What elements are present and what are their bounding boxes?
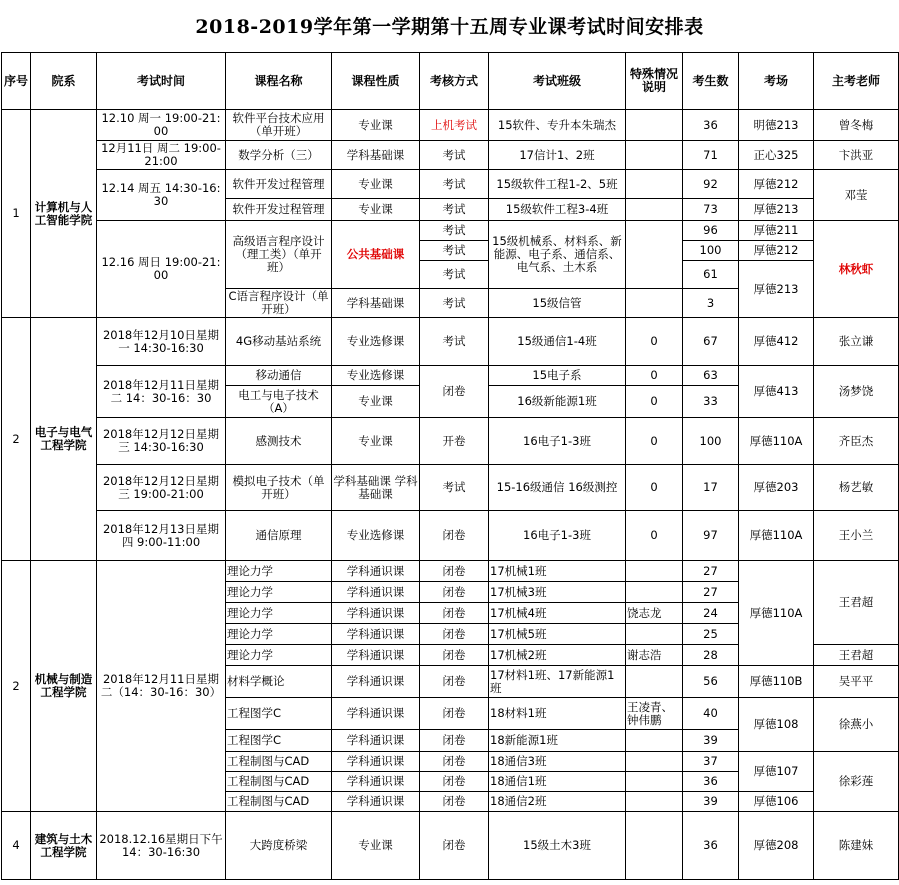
nature-cell: 学科通识课 xyxy=(332,603,420,624)
class-cell: 15级软件工程1-2、5班 xyxy=(489,170,626,199)
class-cell: 17机械5班 xyxy=(489,624,626,645)
special-cell xyxy=(626,141,683,170)
course-cell: 材料学概论 xyxy=(226,666,332,698)
special-cell xyxy=(626,730,683,752)
nature-cell: 专业课 xyxy=(332,170,420,199)
special-cell xyxy=(626,666,683,698)
time-cell: 12.10 周一 19:00-21:00 xyxy=(97,110,226,141)
special-cell xyxy=(626,199,683,221)
count-cell: 61 xyxy=(683,261,739,289)
course-cell: 工程制图与CAD xyxy=(226,752,332,772)
table-row xyxy=(2,110,899,141)
dept-cell: 建筑与土木工程学院 xyxy=(31,812,97,880)
count-cell: 28 xyxy=(683,645,739,666)
room-cell: 厚德110A xyxy=(739,418,814,465)
method-cell: 考试 xyxy=(420,261,489,289)
dept-cell: 机械与制造工程学院 xyxy=(31,561,97,812)
count-cell: 3 xyxy=(683,289,739,318)
course-cell: 工程图学C xyxy=(226,730,332,752)
nature-cell: 学科基础课 xyxy=(332,141,420,170)
class-cell: 18通信1班 xyxy=(489,772,626,792)
class-cell: 15级软件工程3-4班 xyxy=(489,199,626,221)
course-cell: 理论力学 xyxy=(226,561,332,582)
nature-cell: 学科基础课 学科基础课 xyxy=(332,465,420,511)
class-cell: 15级机械系、材料系、新能源、电子系、通信系、电气系、土木系 xyxy=(489,221,626,289)
method-cell: 考试 xyxy=(420,141,489,170)
header-cell: 考试班级 xyxy=(489,53,626,110)
nature-cell: 专业选修课 xyxy=(332,366,420,386)
nature-cell: 专业选修课 xyxy=(332,511,420,561)
table-row xyxy=(2,511,899,561)
teacher-cell: 林秋虾 xyxy=(814,221,899,318)
class-cell: 15-16级通信 16级测控 xyxy=(489,465,626,511)
room-cell: 厚德108 xyxy=(739,698,814,752)
header-cell: 院系 xyxy=(31,53,97,110)
class-cell: 18通信2班 xyxy=(489,792,626,812)
header-cell: 课程名称 xyxy=(226,53,332,110)
special-cell: 0 xyxy=(626,318,683,366)
special-cell xyxy=(626,582,683,603)
nature-cell: 专业课 xyxy=(332,110,420,141)
teacher-cell: 徐燕小 xyxy=(814,698,899,752)
class-cell: 16级新能源1班 xyxy=(489,386,626,418)
teacher-cell: 张立谦 xyxy=(814,318,899,366)
table-row xyxy=(2,366,899,386)
class-cell: 18新能源1班 xyxy=(489,730,626,752)
course-cell: 模拟电子技术（单开班） xyxy=(226,465,332,511)
time-cell: 12.14 周五 14:30-16:30 xyxy=(97,170,226,221)
method-cell: 闭卷 xyxy=(420,730,489,752)
count-cell: 96 xyxy=(683,221,739,241)
count-cell: 100 xyxy=(683,241,739,261)
method-cell: 考试 xyxy=(420,465,489,511)
class-cell: 17机械1班 xyxy=(489,561,626,582)
room-cell: 厚德211 xyxy=(739,221,814,241)
method-cell: 上机考试 xyxy=(420,110,489,141)
nature-cell: 学科通识课 xyxy=(332,645,420,666)
count-cell: 37 xyxy=(683,752,739,772)
count-cell: 39 xyxy=(683,730,739,752)
method-cell: 闭卷 xyxy=(420,582,489,603)
count-cell: 40 xyxy=(683,698,739,730)
time-cell: 12月11日 周二 19:00-21:00 xyxy=(97,141,226,170)
exam-schedule-table xyxy=(1,52,899,880)
room-cell: 厚德107 xyxy=(739,752,814,792)
time-cell: 2018年12月12日星期三 14:30-16:30 xyxy=(97,418,226,465)
method-cell: 开卷 xyxy=(420,418,489,465)
time-cell: 2018年12月12日星期三 19:00-21:00 xyxy=(97,465,226,511)
course-cell: 感测技术 xyxy=(226,418,332,465)
method-cell: 闭卷 xyxy=(420,366,489,418)
course-cell: 工程制图与CAD xyxy=(226,772,332,792)
header-cell: 考核方式 xyxy=(420,53,489,110)
room-cell: 厚德110A xyxy=(739,561,814,666)
special-cell xyxy=(626,110,683,141)
count-cell: 24 xyxy=(683,603,739,624)
course-cell: 理论力学 xyxy=(226,603,332,624)
table-row xyxy=(2,418,899,465)
special-cell xyxy=(626,170,683,199)
room-cell: 厚德212 xyxy=(739,170,814,199)
method-cell: 闭卷 xyxy=(420,511,489,561)
method-cell: 考试 xyxy=(420,318,489,366)
count-cell: 100 xyxy=(683,418,739,465)
room-cell: 厚德213 xyxy=(739,199,814,221)
room-cell: 明德213 xyxy=(739,110,814,141)
method-cell: 考试 xyxy=(420,170,489,199)
time-cell: 2018年12月10日星期一 14:30-16:30 xyxy=(97,318,226,366)
teacher-cell: 卞洪亚 xyxy=(814,141,899,170)
special-cell: 谢志浩 xyxy=(626,645,683,666)
room-cell: 厚德212 xyxy=(739,241,814,261)
method-cell: 考试 xyxy=(420,289,489,318)
header-cell: 考试时间 xyxy=(97,53,226,110)
count-cell: 25 xyxy=(683,624,739,645)
class-cell: 15电子系 xyxy=(489,366,626,386)
time-cell: 2018年12月13日星期四 9:00-11:00 xyxy=(97,511,226,561)
seq-cell: 2 xyxy=(2,318,31,561)
method-cell: 考试 xyxy=(420,221,489,241)
count-cell: 17 xyxy=(683,465,739,511)
teacher-cell: 邓莹 xyxy=(814,170,899,221)
class-cell: 16电子1-3班 xyxy=(489,511,626,561)
count-cell: 27 xyxy=(683,582,739,603)
room-cell: 厚德106 xyxy=(739,792,814,812)
table-row xyxy=(2,221,899,241)
course-cell: 大跨度桥梁 xyxy=(226,812,332,880)
special-cell: 王凌青、钟伟鹏 xyxy=(626,698,683,730)
time-cell: 2018.12.16星期日下午14：30-16:30 xyxy=(97,812,226,880)
special-cell: 0 xyxy=(626,366,683,386)
method-cell: 考试 xyxy=(420,241,489,261)
count-cell: 92 xyxy=(683,170,739,199)
method-cell: 闭卷 xyxy=(420,752,489,772)
method-cell: 闭卷 xyxy=(420,698,489,730)
method-cell: 闭卷 xyxy=(420,812,489,880)
nature-cell: 专业课 xyxy=(332,812,420,880)
class-cell: 15级信管 xyxy=(489,289,626,318)
room-cell: 厚德413 xyxy=(739,366,814,418)
special-cell: 0 xyxy=(626,418,683,465)
special-cell xyxy=(626,812,683,880)
time-cell: 2018年12月11日星期二 14：30-16：30 xyxy=(97,366,226,418)
special-cell xyxy=(626,792,683,812)
class-cell: 18通信3班 xyxy=(489,752,626,772)
teacher-cell: 王君超 xyxy=(814,561,899,645)
method-cell: 考试 xyxy=(420,199,489,221)
header-cell: 考生数 xyxy=(683,53,739,110)
course-cell: 理论力学 xyxy=(226,582,332,603)
table-row xyxy=(2,318,899,366)
class-cell: 15级通信1-4班 xyxy=(489,318,626,366)
course-cell: 移动通信 xyxy=(226,366,332,386)
class-cell: 18材料1班 xyxy=(489,698,626,730)
room-cell: 厚德110B xyxy=(739,666,814,698)
nature-cell: 学科通识课 xyxy=(332,561,420,582)
nature-cell: 学科通识课 xyxy=(332,730,420,752)
course-cell: 电工与电子技术（A） xyxy=(226,386,332,418)
nature-cell: 学科通识课 xyxy=(332,772,420,792)
course-cell: 数学分析（三） xyxy=(226,141,332,170)
special-cell xyxy=(626,772,683,792)
seq-cell: 2 xyxy=(2,561,31,812)
nature-cell: 学科通识课 xyxy=(332,666,420,698)
special-cell xyxy=(626,561,683,582)
course-cell: 软件开发过程管理 xyxy=(226,170,332,199)
seq-cell: 4 xyxy=(2,812,31,880)
teacher-cell: 汤梦饶 xyxy=(814,366,899,418)
teacher-cell: 陈建妹 xyxy=(814,812,899,880)
nature-cell: 学科基础课 xyxy=(332,289,420,318)
room-cell: 厚德203 xyxy=(739,465,814,511)
count-cell: 33 xyxy=(683,386,739,418)
time-cell: 12.16 周日 19:00-21:00 xyxy=(97,221,226,318)
nature-cell: 专业选修课 xyxy=(332,318,420,366)
header-row xyxy=(2,53,899,110)
table-row xyxy=(2,465,899,511)
room-cell: 厚德213 xyxy=(739,261,814,318)
class-cell: 17信计1、2班 xyxy=(489,141,626,170)
count-cell: 56 xyxy=(683,666,739,698)
special-cell: 饶志龙 xyxy=(626,603,683,624)
course-cell: 理论力学 xyxy=(226,645,332,666)
teacher-cell: 曾冬梅 xyxy=(814,110,899,141)
dept-cell: 电子与电气工程学院 xyxy=(31,318,97,561)
room-cell: 正心325 xyxy=(739,141,814,170)
count-cell: 36 xyxy=(683,812,739,880)
table-row xyxy=(2,170,899,199)
nature-cell: 公共基础课 xyxy=(332,221,420,289)
special-cell: 0 xyxy=(626,511,683,561)
special-cell xyxy=(626,221,683,289)
course-cell: 工程图学C xyxy=(226,698,332,730)
course-cell: C语言程序设计（单开班） xyxy=(226,289,332,318)
nature-cell: 学科通识课 xyxy=(332,698,420,730)
special-cell xyxy=(626,624,683,645)
class-cell: 15软件、专升本朱瑞杰 xyxy=(489,110,626,141)
method-cell: 闭卷 xyxy=(420,561,489,582)
special-cell xyxy=(626,289,683,318)
teacher-cell: 杨艺敏 xyxy=(814,465,899,511)
special-cell xyxy=(626,752,683,772)
class-cell: 17机械4班 xyxy=(489,603,626,624)
course-cell: 工程制图与CAD xyxy=(226,792,332,812)
method-cell: 闭卷 xyxy=(420,666,489,698)
page-title: 2018-2019学年第一学期第十五周专业课考试时间安排表 xyxy=(195,16,704,38)
count-cell: 73 xyxy=(683,199,739,221)
special-cell: 0 xyxy=(626,386,683,418)
class-cell: 17机械2班 xyxy=(489,645,626,666)
class-cell: 17材料1班、17新能源1班 xyxy=(489,666,626,698)
class-cell: 17机械3班 xyxy=(489,582,626,603)
count-cell: 71 xyxy=(683,141,739,170)
nature-cell: 专业课 xyxy=(332,199,420,221)
special-cell: 0 xyxy=(626,465,683,511)
header-cell: 序号 xyxy=(2,53,31,110)
teacher-cell: 吴平平 xyxy=(814,666,899,698)
count-cell: 36 xyxy=(683,772,739,792)
teacher-cell: 徐彩莲 xyxy=(814,752,899,812)
header-cell: 特殊情况说明 xyxy=(626,53,683,110)
time-cell: 2018年12月11日星期二（14：30-16：30） xyxy=(97,561,226,812)
table-row xyxy=(2,561,899,582)
count-cell: 67 xyxy=(683,318,739,366)
course-cell: 4G移动基站系统 xyxy=(226,318,332,366)
method-cell: 闭卷 xyxy=(420,603,489,624)
header-cell: 考场 xyxy=(739,53,814,110)
seq-cell: 1 xyxy=(2,110,31,318)
method-cell: 闭卷 xyxy=(420,645,489,666)
room-cell: 厚德412 xyxy=(739,318,814,366)
nature-cell: 专业课 xyxy=(332,418,420,465)
nature-cell: 学科通识课 xyxy=(332,752,420,772)
count-cell: 63 xyxy=(683,366,739,386)
count-cell: 27 xyxy=(683,561,739,582)
course-cell: 通信原理 xyxy=(226,511,332,561)
nature-cell: 学科通识课 xyxy=(332,582,420,603)
nature-cell: 学科通识课 xyxy=(332,792,420,812)
count-cell: 39 xyxy=(683,792,739,812)
nature-cell: 专业课 xyxy=(332,386,420,418)
count-cell: 36 xyxy=(683,110,739,141)
teacher-cell: 王君超 xyxy=(814,645,899,666)
method-cell: 闭卷 xyxy=(420,792,489,812)
dept-cell: 计算机与人工智能学院 xyxy=(31,110,97,318)
method-cell: 闭卷 xyxy=(420,772,489,792)
course-cell: 软件平台技术应用（单开班） xyxy=(226,110,332,141)
course-cell: 高级语言程序设计（理工类）（单开班） xyxy=(226,221,332,289)
room-cell: 厚德208 xyxy=(739,812,814,880)
count-cell: 97 xyxy=(683,511,739,561)
header-cell: 课程性质 xyxy=(332,53,420,110)
table-row xyxy=(2,812,899,880)
class-cell: 16电子1-3班 xyxy=(489,418,626,465)
course-cell: 理论力学 xyxy=(226,624,332,645)
table-row xyxy=(2,141,899,170)
header-cell: 主考老师 xyxy=(814,53,899,110)
course-cell: 软件开发过程管理 xyxy=(226,199,332,221)
teacher-cell: 王小兰 xyxy=(814,511,899,561)
class-cell: 15级土木3班 xyxy=(489,812,626,880)
nature-cell: 学科通识课 xyxy=(332,624,420,645)
method-cell: 闭卷 xyxy=(420,624,489,645)
teacher-cell: 齐臣杰 xyxy=(814,418,899,465)
room-cell: 厚德110A xyxy=(739,511,814,561)
